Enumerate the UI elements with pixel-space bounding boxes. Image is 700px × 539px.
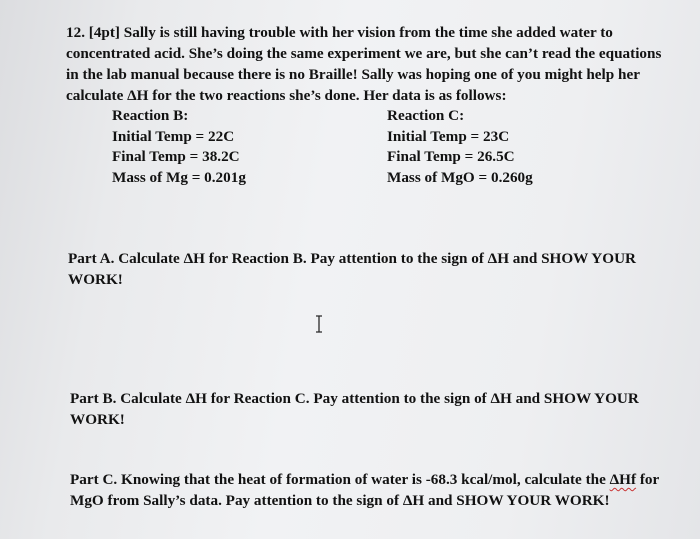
part-c-text-end: for MgO from Sally’s data. Pay attention to the sign of ΔH and SHOW YOUR WORK! [70, 471, 659, 509]
reaction-c-data [387, 106, 533, 188]
reaction-b-data [112, 106, 246, 188]
reaction-c-initial-temp: Initial Temp = 23C [387, 127, 510, 145]
reaction-b-mass: Mass of Mg = 0.201g [112, 168, 246, 186]
part-c-prompt [70, 469, 670, 511]
reaction-c-mass: Mass of MgO = 0.260g [387, 168, 533, 186]
reaction-c-final-temp: Final Temp = 26.5C [387, 148, 515, 165]
question-prompt: 12. [4pt] Sally is still having trouble with her vision from the time she added water to concentrated acid. She’s doing the same experiment we are, but she can’t read the equations in the lab manual because there is no Braille! Sally was hoping one of you might help her calculate ΔH for the two reactions she’s done. Her data is as follows: [66, 24, 662, 104]
part-a-prompt: Part A. Calculate ΔH for Reaction B. Pay attention to the sign of ΔH and SHOW YOUR WORK! [68, 250, 637, 288]
reaction-c-heading: Reaction C: [387, 107, 465, 124]
reaction-b-heading: Reaction B: [112, 107, 189, 124]
reaction-b-final-temp: Final Temp = 38.2C [112, 148, 240, 165]
part-c-text-start: Part C. Knowing that the heat of formation of water is -68.3 kcal/mol, calculate the [70, 471, 610, 488]
part-b-prompt: Part B. Calculate ΔH for Reaction C. Pay attention to the sign of ΔH and SHOW YOUR WORK! [70, 390, 639, 428]
spellcheck-flagged-word[interactable]: ΔHf [609, 471, 637, 488]
reaction-b-initial-temp: Initial Temp = 22C [112, 127, 235, 145]
text-cursor-icon [314, 315, 324, 333]
